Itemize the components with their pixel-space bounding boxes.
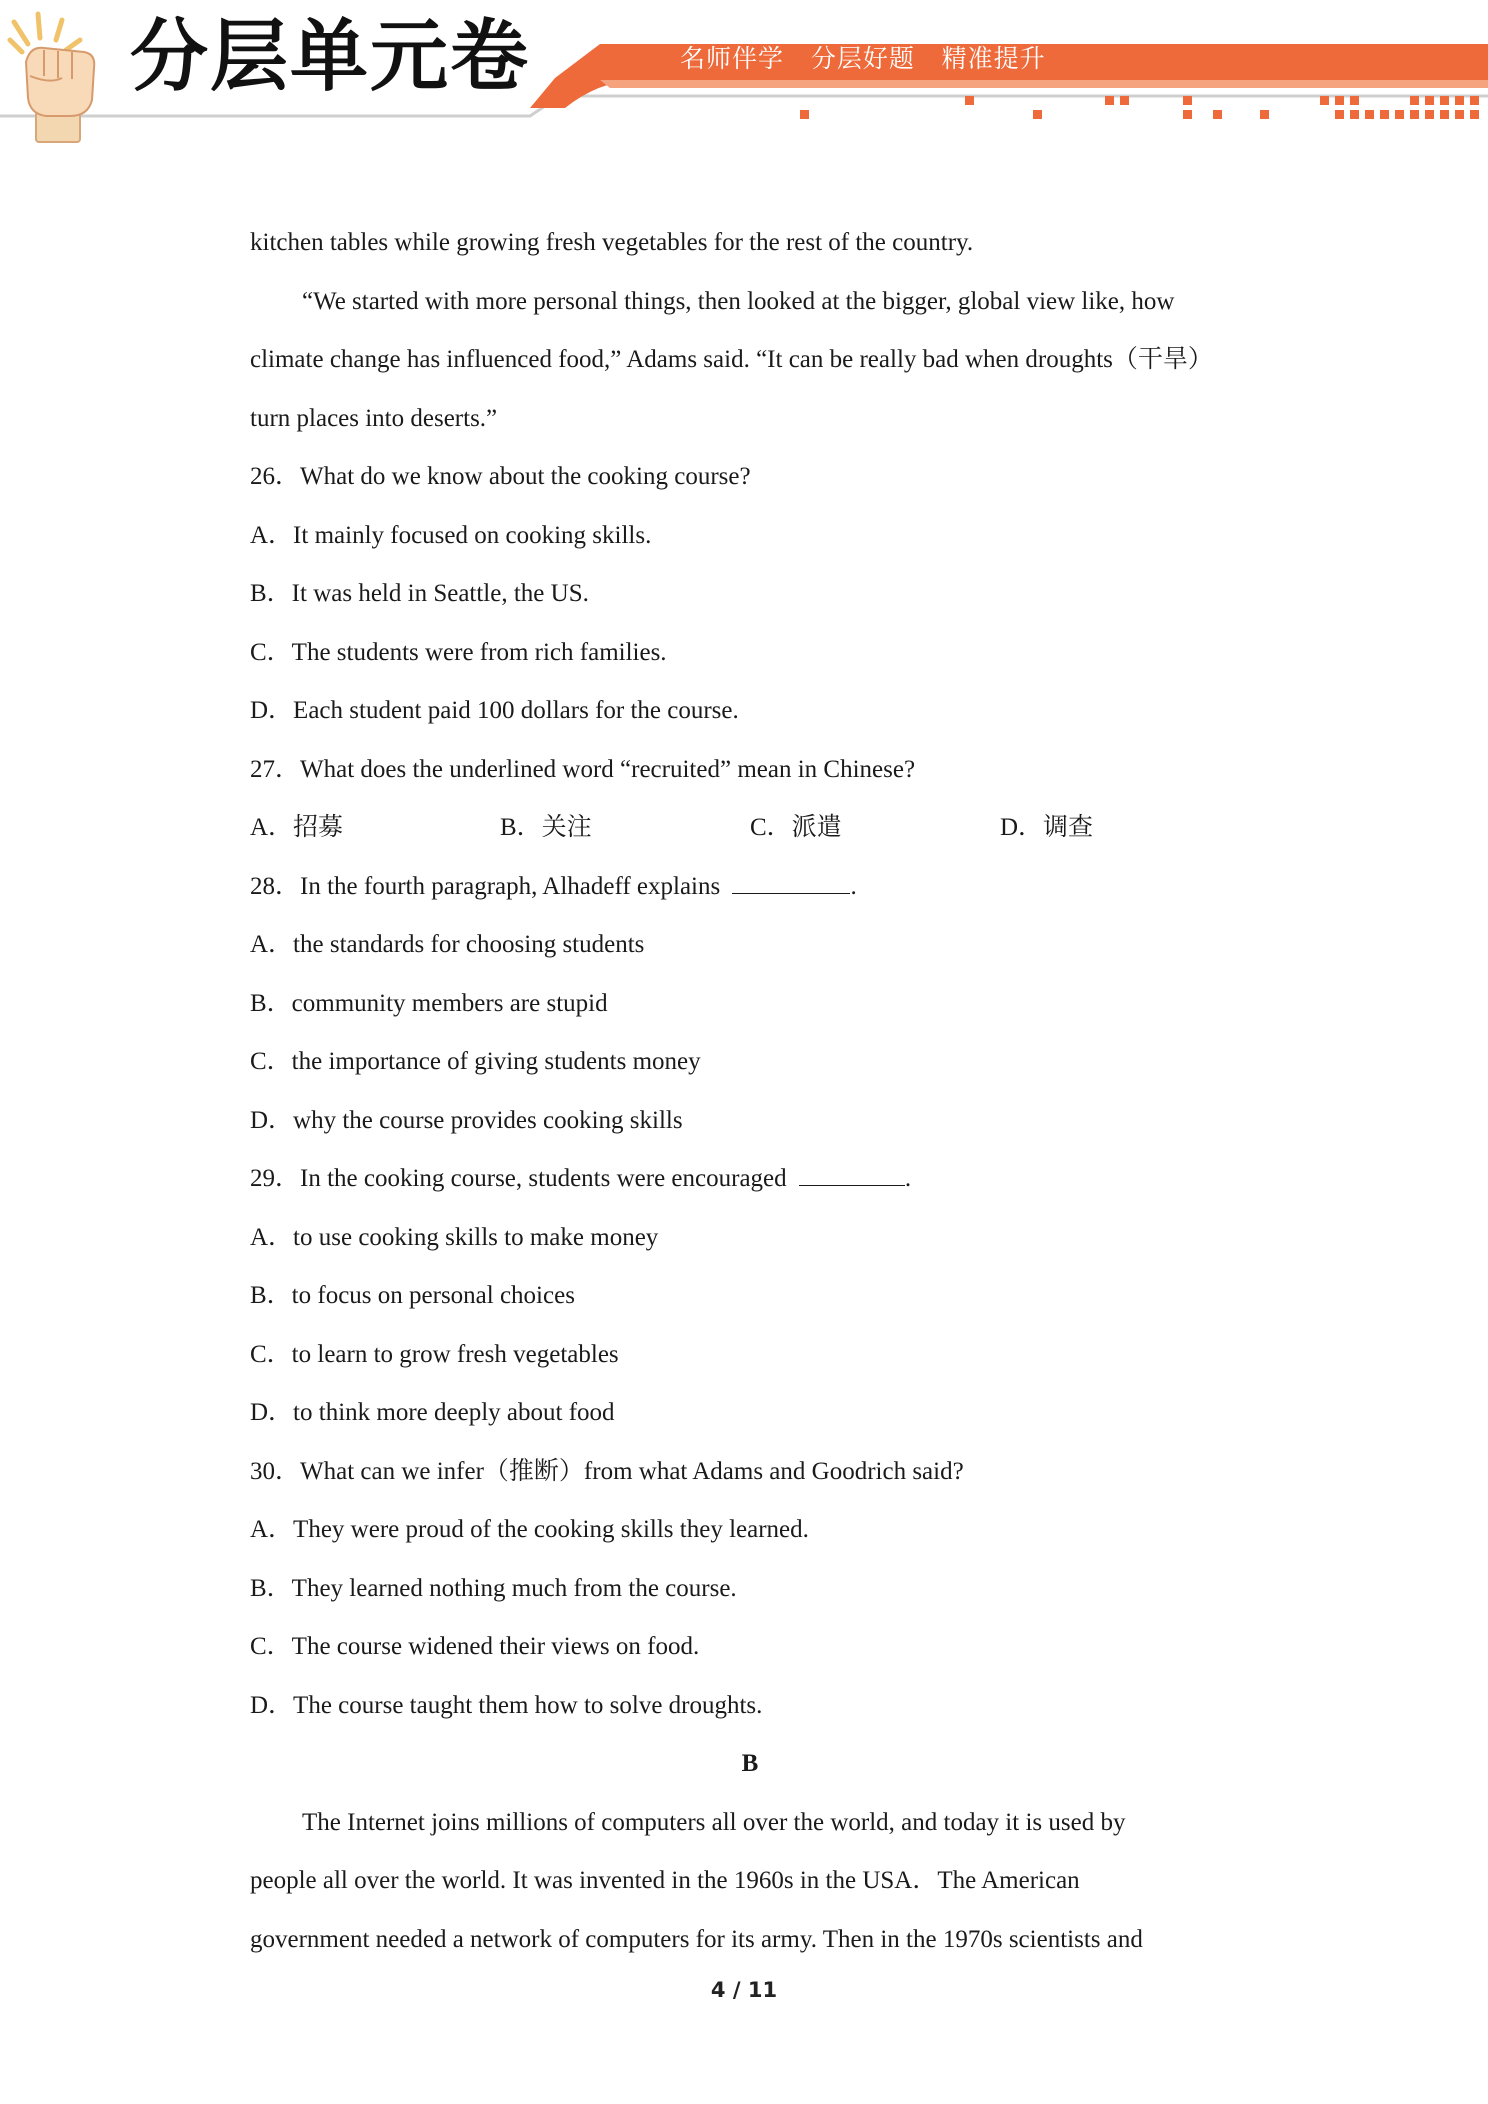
option-b: B．It was held in Seattle, the US. [250, 580, 589, 607]
option-c: C．The course widened their views on food. [250, 1633, 700, 1660]
passage-line: “We started with more personal things, then looked at the bigger, global view like, how [302, 287, 1175, 315]
page-content [250, 221, 1250, 1976]
option-a: A．to use cooking skills to make money [250, 1223, 659, 1251]
option-d: D．The course taught them how to solve droughts. [250, 1691, 763, 1719]
passage-line: government needed a network of computers for its army. Then in the 1970s scientists and [250, 1925, 1143, 1953]
option-b: B．They learned nothing much from the course. [250, 1574, 737, 1602]
option-a: A．the standards for choosing students [250, 931, 645, 958]
passage-line: climate change has influenced food,” Adams said. “It can be really bad when droughts（干旱） [250, 346, 1213, 373]
question-29-stem [250, 1157, 1250, 1216]
option-b: B．to focus on personal choices [250, 1282, 575, 1309]
fist-icon [10, 14, 94, 142]
passage-line: turn places into deserts.” [250, 404, 498, 432]
option-a: A．招募 [250, 814, 344, 841]
question-27-stem: 27．What does the underlined word “recruited” mean in Chinese? [250, 755, 916, 783]
page-header [0, 0, 1488, 150]
option-b: B．community members are stupid [250, 989, 608, 1017]
option-d: D．why the course provides cooking skills [250, 1106, 683, 1134]
page-number: 4 / 11 [710, 1978, 778, 2002]
question-28-stem [250, 865, 1250, 924]
passage-line: people all over the world. It was invented in the 1960s in the USA．The American [250, 1867, 1080, 1894]
option-c: C．派遣 [750, 814, 842, 841]
option-c: C．to learn to grow fresh vegetables [250, 1340, 619, 1368]
option-a: A．It mainly focused on cooking skills. [250, 521, 652, 549]
option-d: D．Each student paid 100 dollars for the course. [250, 697, 739, 724]
option-d: D．调查 [1000, 814, 1094, 841]
option-c: C．the importance of giving students money [250, 1048, 701, 1075]
option-b: B．关注 [500, 814, 592, 841]
question-26-stem: 26．What do we know about the cooking course? [250, 463, 751, 490]
stem-period: . [850, 872, 857, 900]
option-d: D．to think more deeply about food [250, 1399, 615, 1426]
answer-blank [799, 1159, 905, 1186]
passage-line: The Internet joins millions of computers all over the world, and today it is used by [302, 1808, 1126, 1836]
passage-line: kitchen tables while growing fresh vegetables for the rest of the country. [250, 229, 974, 256]
header-slogan: 名师伴学 分层好题 精准提升 [680, 44, 1046, 73]
answer-blank [732, 867, 850, 894]
option-c: C．The students were from rich families. [250, 638, 667, 666]
question-27-options [250, 806, 1250, 865]
section-heading: B [741, 1750, 759, 1777]
stem-period: . [904, 1165, 912, 1192]
question-30-stem: 30．What can we infer（推断）from what Adams and Goodrich said? [250, 1457, 964, 1485]
question-29-text: 29．In the cooking course, students were encouraged [250, 1165, 787, 1192]
option-a: A．They were proud of the cooking skills they learned. [250, 1516, 809, 1543]
brand-title: 分层单元卷 [130, 12, 531, 102]
question-28-text: 28．In the fourth paragraph, Alhadeff explains [250, 872, 721, 900]
